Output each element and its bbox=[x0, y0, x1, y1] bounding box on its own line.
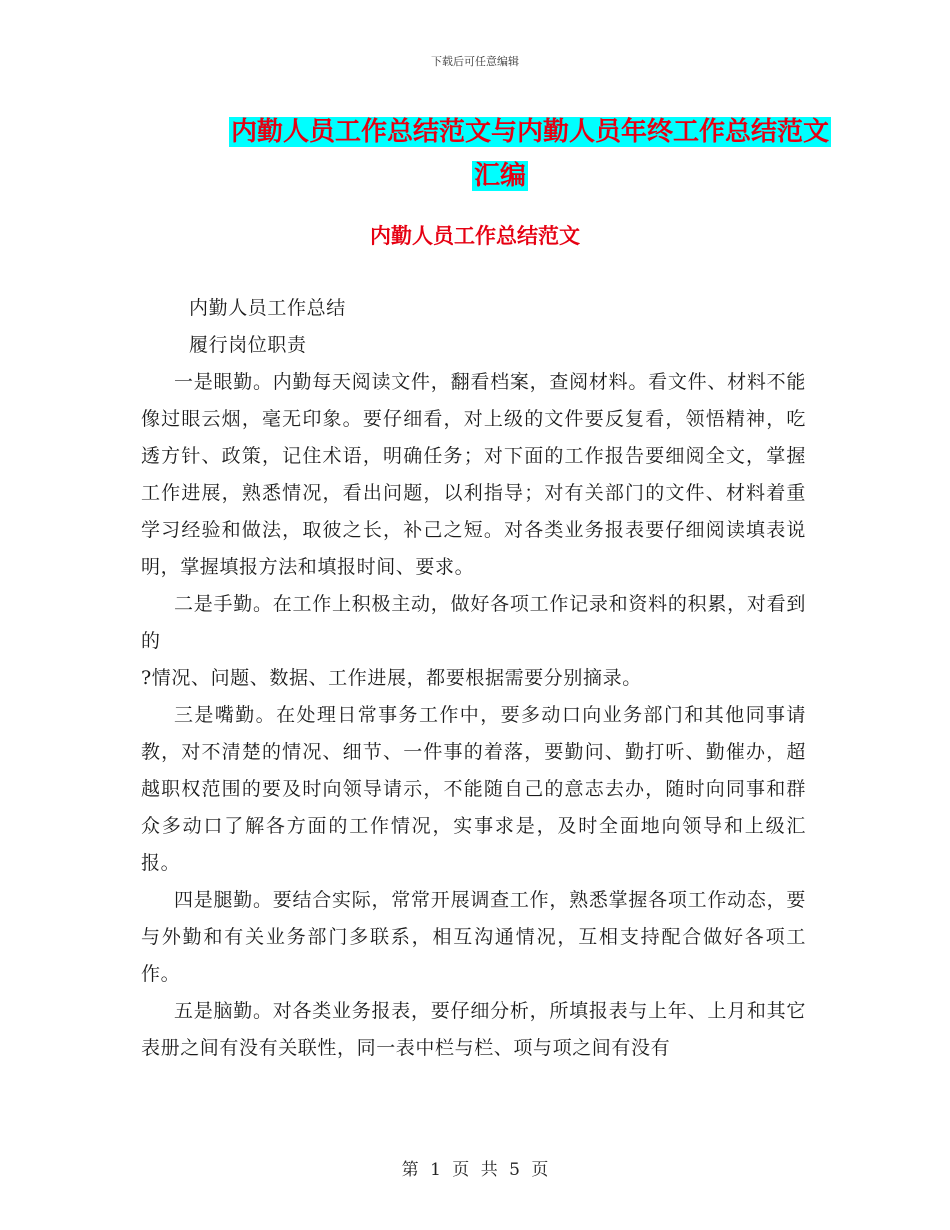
paragraph: 四是腿勤。要结合实际，常常开展调查工作，熟悉掌握各项工作动态，要与外勤和有关业务部门多联系，相互沟通情况，互相支持配合做好各项工作。 bbox=[141, 889, 806, 985]
paragraph-subheading: 履行岗位职责 bbox=[189, 334, 307, 356]
paragraph: 五是脑勤。对各类业务报表，要仔细分析，所填报表与上年、上月和其它表册之间有没有关联性，同一表中栏与栏、项与项之间有没有 bbox=[141, 1000, 806, 1059]
header-note: 下载后可任意编辑 bbox=[431, 55, 519, 68]
paragraph: ?情况、问题、数据、工作进展，都要根据需要分别摘录。 bbox=[141, 667, 642, 689]
paragraph: 二是手勤。在工作上积极主动，做好各项工作记录和资料的积累，对看到的 bbox=[141, 593, 806, 652]
title-line-2: 汇编 bbox=[473, 161, 526, 191]
document-title bbox=[140, 110, 860, 198]
document-body bbox=[141, 290, 806, 1067]
section-title: 内勤人员工作总结范文 bbox=[370, 224, 580, 248]
paragraph: 三是嘴勤。在处理日常事务工作中，要多动口向业务部门和其他同事请教，对不清楚的情况、细节、一件事的着落，要勤问、勤打听、勤催办，超越职权范围的要及时向领导请示，不能随自己的意志去办，随时向同事和群众多动口了解各方面的工作情况，实事求是，及时全面地向领导和上级汇报。 bbox=[141, 704, 806, 874]
paragraph-heading: 内勤人员工作总结 bbox=[189, 297, 346, 319]
title-line-1: 内勤人员工作总结范文与内勤人员年终工作总结范文 bbox=[230, 117, 829, 147]
paragraph: 一是眼勤。内勤每天阅读文件，翻看档案，查阅材料。看文件、材料不能像过眼云烟，毫无印象。要仔细看，对上级的文件要反复看，领悟精神，吃透方针、政策，记住术语，明确任务；对下面的工作报告要细阅全文，掌握工作进展，熟悉情况，看出问题，以利指导；对有关部门的文件、材料着重学习经验和做法，取彼之长，补己之短。对各类业务报表要仔细阅读填表说明，掌握填报方法和填报时间、要求。 bbox=[141, 371, 806, 578]
page-number: 第 1 页 共 5 页 bbox=[401, 1160, 549, 1180]
